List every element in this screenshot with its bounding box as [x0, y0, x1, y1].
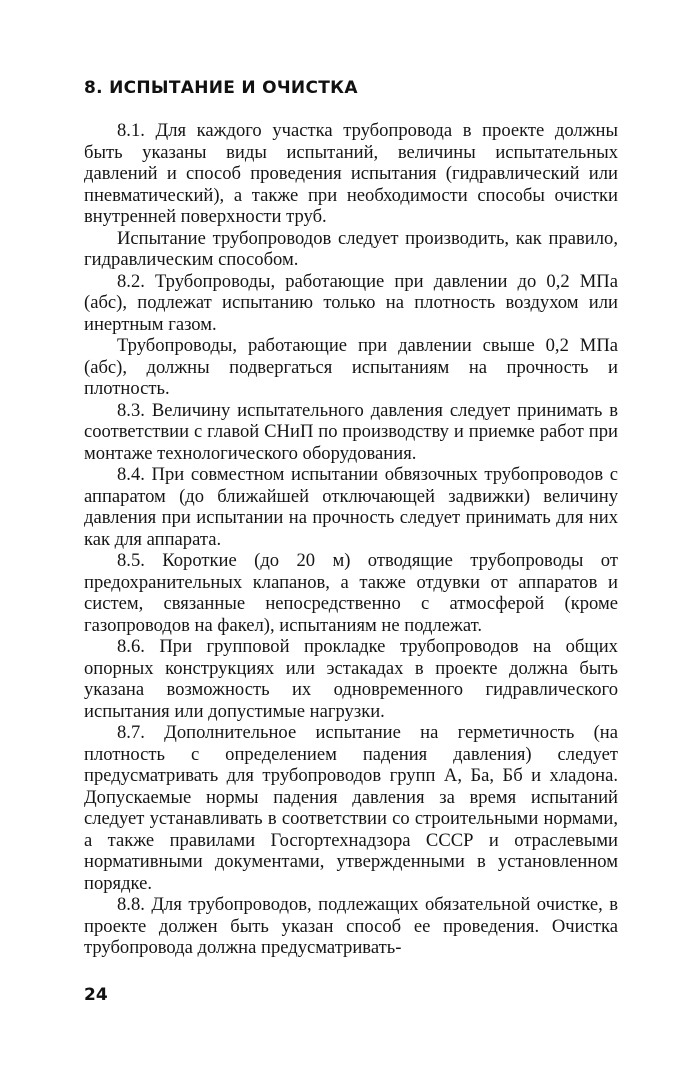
clause-number: 8.7.: [117, 722, 145, 743]
paragraph-text: Для каждого участка трубопровода в проекте должны быть указаны виды испытаний, величины испытательных давлений и способ проведения испытания (гидравлический или пневматический), а также при необходимости способы очистки внутренней поверхности труб.: [84, 120, 618, 227]
paragraph: [84, 271, 618, 336]
clause-number: 8.8.: [117, 894, 145, 915]
clause-number: 8.5.: [117, 550, 145, 571]
paragraph: [84, 464, 618, 550]
paragraph: [84, 550, 618, 636]
paragraph: [84, 400, 618, 465]
page-number: 24: [84, 985, 108, 1005]
paragraph: [84, 228, 618, 271]
paragraph-text: Для трубопроводов, подлежащих обязательной очистке, в проекте должен быть указан способ ее проведения. Очистка трубопровода должна предусматривать-: [84, 894, 618, 958]
paragraph: [84, 894, 618, 959]
paragraph-text: Дополнительное испытание на герметичность (на плотность с определением падения давления) следует предусматривать для трубопроводов групп А, Ба, Бб и хладона. Допускаемые нормы падения давления за время испытаний следует устанавливать в соответствии со строительными нормами, а также правилами Госгортехнадзора СССР и отраслевыми нормативными документами, утвержденными в установленном порядке.: [84, 722, 618, 894]
clause-number: 8.3.: [117, 399, 145, 421]
paragraph: [84, 120, 618, 228]
paragraph-text: Испытание трубопроводов следует производить, как правило, гидравлическим способом.: [84, 227, 618, 270]
paragraph-text: Трубопроводы, работающие при давлении до 0,2 МПа (абс), подлежат испытанию только на плотность воздухом или инертным газом.: [84, 270, 618, 335]
section-body: [84, 120, 618, 959]
paragraph-text: Короткие (до 20 м) отводящие трубопроводы от предохранительных клапанов, а также отдувки от аппаратов и систем, связанные непосредственно с атмосферой (кроме газопроводов на факел), испытаниям не подлежат.: [84, 550, 618, 636]
clause-number: 8.2.: [117, 270, 145, 292]
clause-number: 8.1.: [117, 120, 145, 141]
paragraph-text: При совместном испытании обвязочных трубопроводов с аппаратом (до ближайшей отключающей задвижки) величину давления при испытании на прочность следует принимать для них как для аппарата.: [84, 464, 618, 550]
paragraph: [84, 335, 618, 400]
paragraph-text: При групповой прокладке трубопроводов на общих опорных конструкциях или эстакадах в проекте должна быть указана возможность их одновременного гидравлического испытания или допустимые нагрузки.: [84, 636, 618, 722]
paragraph-text: Величину испытательного давления следует принимать в соответствии с главой СНиП по производству и приемке работ при монтаже технологического оборудования.: [84, 399, 618, 464]
clause-number: 8.6.: [117, 636, 145, 657]
section-heading: 8. ИСПЫТАНИЕ И ОЧИСТКА: [84, 78, 358, 98]
paragraph: [84, 722, 618, 894]
clause-number: 8.4.: [117, 464, 145, 485]
paragraph-text: Трубопроводы, работающие при давлении свыше 0,2 МПа (абс), должны подвергаться испытаниям на прочность и плотность.: [84, 335, 618, 399]
paragraph: [84, 636, 618, 722]
